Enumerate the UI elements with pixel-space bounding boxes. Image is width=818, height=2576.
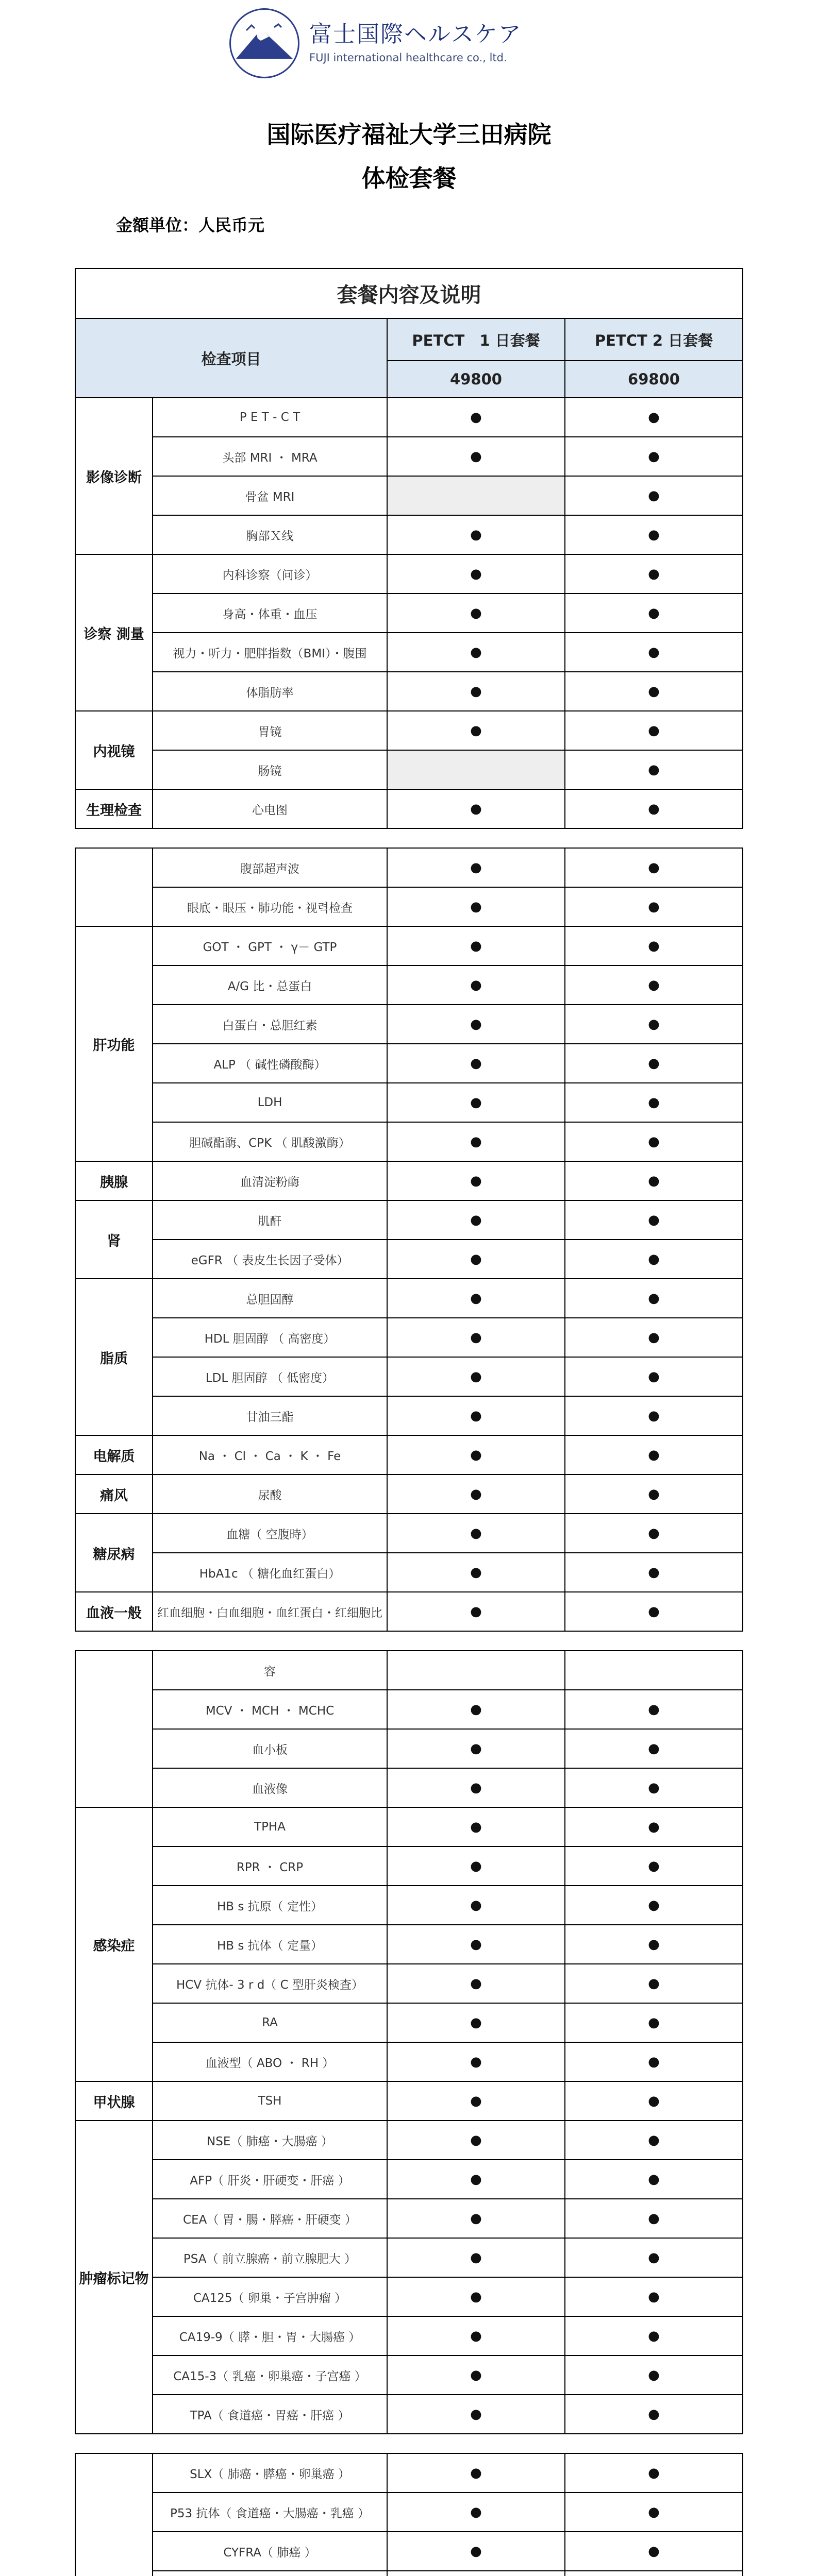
package-1-included-cell: ● — [387, 1240, 565, 1279]
exam-item-cell: TPHA — [153, 1807, 387, 1846]
category-cell: 肝功能 — [75, 926, 153, 1161]
exam-item-cell: GOT ・ GPT ・ γ－ GTP — [153, 926, 387, 965]
table-row — [75, 2003, 743, 2042]
exam-item-cell: 甘油三酯 — [153, 1396, 387, 1435]
package-2-name: PETCT 2 日套餐 — [565, 318, 743, 361]
table-row — [75, 2277, 743, 2316]
exam-item-cell: 白蛋白・总胆红素 — [153, 1005, 387, 1044]
package-2-included-cell: ● — [565, 1044, 743, 1083]
table-row — [75, 476, 743, 515]
package-2-price: 69800 — [565, 361, 743, 398]
table-row — [75, 2160, 743, 2199]
exam-item-cell: P E T - C T — [153, 398, 387, 437]
package-1-included-cell: ● — [387, 1357, 565, 1396]
package-2-included-cell: ● — [565, 1925, 743, 1964]
exam-item-cell: 眼底・眼压・肺功能・视력检查 — [153, 887, 387, 926]
table-row — [75, 789, 743, 828]
package-2-included-cell: ● — [565, 1475, 743, 1514]
package-1-included-cell: ● — [387, 1886, 565, 1925]
table-row — [75, 711, 743, 750]
section-gap — [75, 1631, 743, 1651]
table-row — [75, 965, 743, 1005]
package-2-included-cell: ● — [565, 2493, 743, 2532]
package-1-included-cell: ● — [387, 1318, 565, 1357]
table-title: 套餐内容及说明 — [75, 268, 743, 318]
exam-item-cell: NSE（ 肺癌・大腸癌 ） — [153, 2121, 387, 2160]
package-1-included-cell: ● — [387, 594, 565, 633]
package-table — [75, 268, 743, 2576]
category-cell — [75, 1651, 153, 1807]
package-2-included-cell: ● — [565, 1886, 743, 1925]
exam-item-cell: P53 抗体（ 食道癌・大腸癌・乳癌 ） — [153, 2493, 387, 2532]
exam-item-cell: ALP （ 碱性磷酸酶） — [153, 1044, 387, 1083]
exam-item-cell: CA19-9（ 膵・胆・胃・大腸癌 ） — [153, 2316, 387, 2355]
section-gap — [75, 828, 743, 848]
exam-item-cell: HCV 抗体- 3 r d（ C 型肝炎検査） — [153, 1964, 387, 2003]
category-cell: 诊察 測量 — [75, 554, 153, 711]
exam-item-cell: MCV ・ MCH ・ MCHC — [153, 1690, 387, 1729]
table-row — [75, 1005, 743, 1044]
category-cell: 感染症 — [75, 1807, 153, 2081]
package-2-included-cell: ● — [565, 2238, 743, 2277]
package-1-included-cell: ● — [387, 2003, 565, 2042]
exam-item-cell: eGFR （ 表皮生长因子受体） — [153, 1240, 387, 1279]
exam-item-cell: LDH — [153, 1083, 387, 1122]
package-1-included-cell: ● — [387, 1768, 565, 1807]
category-cell: 痛风 — [75, 1475, 153, 1514]
package-2-included-cell: ● — [565, 672, 743, 711]
package-2-included-cell: ● — [565, 2355, 743, 2395]
package-1-included-cell: ● — [387, 398, 565, 437]
package-2-included-cell: ● — [565, 2453, 743, 2493]
package-1-included-cell: ● — [387, 672, 565, 711]
table-row — [75, 1083, 743, 1122]
table-row — [75, 2042, 743, 2081]
exam-item-cell: SLX（ 肺癌・膵癌・卵巢癌 ） — [153, 2453, 387, 2493]
table-row — [75, 2493, 743, 2532]
exam-item-cell: 视力・听力・肥胖指数（BMI）・腹围 — [153, 633, 387, 672]
package-2-included-cell: ● — [565, 1846, 743, 1886]
package-1-included-cell: ● — [387, 1964, 565, 2003]
category-cell: 肿瘤标记物 — [75, 2121, 153, 2434]
package-1-included-cell: ● — [387, 2532, 565, 2571]
package-2-included-cell: ● — [565, 1807, 743, 1846]
category-cell: 血液一般 — [75, 1592, 153, 1631]
package-2-included-cell: ● — [565, 848, 743, 887]
exam-item-cell: A/G 比・总蛋白 — [153, 965, 387, 1005]
table-row — [75, 1729, 743, 1768]
table-row — [75, 398, 743, 437]
table-row — [75, 1279, 743, 1318]
table-row — [75, 750, 743, 789]
table-row — [75, 2121, 743, 2160]
package-1-included-cell: ● — [387, 1161, 565, 1200]
package-2-included-cell: ● — [565, 926, 743, 965]
table-row — [75, 1807, 743, 1846]
package-1-price: 49800 — [387, 361, 565, 398]
package-1-included-cell: ● — [387, 437, 565, 476]
category-cell: 影像诊断 — [75, 398, 153, 554]
package-1-included-cell: ● — [387, 887, 565, 926]
table-row — [75, 1651, 743, 1690]
category-cell: 电解质 — [75, 1435, 153, 1475]
category-cell: 脂质 — [75, 1279, 153, 1435]
category-cell: 肾 — [75, 1200, 153, 1279]
package-2-included-cell: ● — [565, 1514, 743, 1553]
table-row — [75, 1964, 743, 2003]
exam-item-cell: RA — [153, 2003, 387, 2042]
gap-cell — [75, 2434, 743, 2453]
package-2-included-cell: ● — [565, 633, 743, 672]
package-2-included-cell: ● — [565, 2081, 743, 2121]
table-row — [75, 633, 743, 672]
table-row — [75, 1846, 743, 1886]
package-2-included-cell: ● — [565, 887, 743, 926]
package-1-included-cell: ● — [387, 2121, 565, 2160]
table-row — [75, 1318, 743, 1357]
exam-item-cell: 胃镜 — [153, 711, 387, 750]
package-2-included-cell: ● — [565, 2395, 743, 2434]
exam-item-cell: PSA（ 前立腺癌・前立腺肥大 ） — [153, 2238, 387, 2277]
package-1-included-cell: ● — [387, 633, 565, 672]
table-row — [75, 2199, 743, 2238]
package-2-included-cell: ● — [565, 750, 743, 789]
package-1-included-cell: ● — [387, 1690, 565, 1729]
exam-item-cell: 胆碱酯酶、CPK （ 肌酸激酶） — [153, 1122, 387, 1161]
exam-item-cell: HB s 抗原（ 定性） — [153, 1886, 387, 1925]
table-row — [75, 2316, 743, 2355]
exam-item-cell: HbA1c （ 糖化血红蛋白） — [153, 1553, 387, 1592]
table-row — [75, 2355, 743, 2395]
exam-item-cell: CEA（ 胃・腸・膵癌・肝硬变 ） — [153, 2199, 387, 2238]
exam-item-cell: 容 — [153, 1651, 387, 1690]
exam-item-cell: 血糖（ 空腹時） — [153, 1514, 387, 1553]
package-1-included-cell: ● — [387, 1005, 565, 1044]
company-name: 富士国際ヘルスケア — [309, 21, 522, 47]
exam-item-cell: 血液像 — [153, 1768, 387, 1807]
company-subtitle: FUJI international healthcare co., ltd. — [309, 52, 507, 64]
table-row — [75, 2081, 743, 2121]
column-header-item: 检查项目 — [75, 318, 387, 398]
package-2-included-cell: ● — [565, 2003, 743, 2042]
table-row — [75, 672, 743, 711]
package-1-included-cell: ● — [387, 2199, 565, 2238]
gap-cell — [75, 1631, 743, 1651]
table-row — [75, 1768, 743, 1807]
package-1-included-cell: ● — [387, 2395, 565, 2434]
category-cell: 糖尿病 — [75, 1514, 153, 1592]
package-1-included-cell: ● — [387, 2453, 565, 2493]
package-2-included-cell: ● — [565, 1279, 743, 1318]
package-2-included-cell: ● — [565, 965, 743, 1005]
package-2-included-cell: ● — [565, 515, 743, 554]
table-row — [75, 1886, 743, 1925]
fuji-mountain-logo-icon — [229, 8, 299, 78]
table-row — [75, 515, 743, 554]
package-1-included-cell — [387, 2571, 565, 2576]
package-2-included-cell: ● — [565, 1592, 743, 1631]
category-cell: 甲状腺 — [75, 2081, 153, 2121]
package-2-included-cell: ● — [565, 711, 743, 750]
table-row — [75, 1240, 743, 1279]
package-2-included-cell: ● — [565, 437, 743, 476]
exam-item-cell: 内科诊察（问诊） — [153, 554, 387, 594]
hospital-title: 国际医疗福祉大学三田病院 — [266, 121, 552, 148]
table-row — [75, 1357, 743, 1396]
page-title: 体检套餐 — [361, 164, 457, 192]
exam-item-cell: 尿酸 — [153, 1475, 387, 1514]
exam-item-cell: 红血细胞・白血细胞・血红蛋白・红细胞比 — [153, 1592, 387, 1631]
table-row — [75, 887, 743, 926]
package-2-included-cell: ● — [565, 1357, 743, 1396]
package-1-included-cell: ● — [387, 1514, 565, 1553]
exam-item-cell: CA15-3（ 乳癌・卵巢癌・子宫癌 ） — [153, 2355, 387, 2395]
package-2-included-cell: ● — [565, 2316, 743, 2355]
package-1-included-cell: ● — [387, 926, 565, 965]
package-2-included-cell: ● — [565, 789, 743, 828]
table-row — [75, 594, 743, 633]
package-1-included-cell: ● — [387, 1279, 565, 1318]
package-1-included-cell: ● — [387, 1925, 565, 1964]
package-2-included-cell: ● — [565, 1964, 743, 2003]
package-2-included-cell: ● — [565, 1083, 743, 1122]
exam-item-cell: 骨盆 MRI — [153, 476, 387, 515]
category-cell — [75, 2453, 153, 2576]
exam-item-cell: TPA（ 食道癌・胃癌・肝癌 ） — [153, 2395, 387, 2434]
package-1-included-cell: ● — [387, 1083, 565, 1122]
exam-item-cell: 体脂肪率 — [153, 672, 387, 711]
table-row — [75, 1592, 743, 1631]
package-1-included-cell: ● — [387, 1846, 565, 1886]
table-row — [75, 1514, 743, 1553]
table-row — [75, 1122, 743, 1161]
package-2-included-cell: ● — [565, 1005, 743, 1044]
package-1-included-cell: ● — [387, 965, 565, 1005]
table-row — [75, 2395, 743, 2434]
table-row — [75, 1925, 743, 1964]
package-1-included-cell: ● — [387, 2277, 565, 2316]
package-1-included-cell: ● — [387, 515, 565, 554]
package-1-included-cell: ● — [387, 1807, 565, 1846]
exam-item-cell: 头部 MRI ・ MRA — [153, 437, 387, 476]
package-1-included-cell — [387, 476, 565, 515]
package-1-included-cell: ● — [387, 789, 565, 828]
exam-item-cell: 心电图 — [153, 789, 387, 828]
package-2-included-cell: ● — [565, 554, 743, 594]
exam-item-cell: HB s 抗体（ 定量） — [153, 1925, 387, 1964]
category-cell — [75, 848, 153, 926]
package-1-included-cell: ● — [387, 711, 565, 750]
package-1-included-cell — [387, 1651, 565, 1690]
package-2-included-cell: ● — [565, 1690, 743, 1729]
table-row — [75, 1044, 743, 1083]
table-row — [75, 554, 743, 594]
package-1-included-cell: ● — [387, 1200, 565, 1240]
table-row — [75, 1396, 743, 1435]
exam-item-cell: 肠镜 — [153, 750, 387, 789]
exam-item-cell: 腹部超声波 — [153, 848, 387, 887]
exam-item-cell: 血清淀粉酶 — [153, 1161, 387, 1200]
package-2-included-cell: ● — [565, 1240, 743, 1279]
package-2-included-cell: ● — [565, 2199, 743, 2238]
exam-item-cell: 胸部Ｘ线 — [153, 515, 387, 554]
exam-item-cell: HDL 胆固醇 （ 高密度） — [153, 1318, 387, 1357]
table-row — [75, 2571, 743, 2576]
table-row — [75, 926, 743, 965]
exam-item-cell: CA125（ 卵巢・子宫肿瘤 ） — [153, 2277, 387, 2316]
exam-item-cell: Na ・ Cl ・ Ca ・ K ・ Fe — [153, 1435, 387, 1475]
package-2-included-cell: ● — [565, 398, 743, 437]
package-1-included-cell: ● — [387, 1729, 565, 1768]
table-row — [75, 2453, 743, 2493]
package-2-included-cell: ● — [565, 2121, 743, 2160]
exam-item-cell — [153, 2571, 387, 2576]
package-1-included-cell: ● — [387, 554, 565, 594]
package-2-included-cell — [565, 1651, 743, 1690]
exam-item-cell: 肌酐 — [153, 1200, 387, 1240]
table-row — [75, 1553, 743, 1592]
package-1-included-cell: ● — [387, 2316, 565, 2355]
package-2-included-cell: ● — [565, 2042, 743, 2081]
package-1-included-cell: ● — [387, 2081, 565, 2121]
exam-item-cell: CYFRA（ 肺癌 ） — [153, 2532, 387, 2571]
table-row — [75, 1161, 743, 1200]
package-2-included-cell: ● — [565, 476, 743, 515]
package-2-included-cell: ● — [565, 1435, 743, 1475]
section-gap — [75, 2434, 743, 2453]
package-1-included-cell: ● — [387, 1435, 565, 1475]
package-1-included-cell: ● — [387, 1044, 565, 1083]
package-2-included-cell: ● — [565, 2160, 743, 2199]
exam-item-cell: 血小板 — [153, 1729, 387, 1768]
exam-item-cell: LDL 胆固醇 （ 低密度） — [153, 1357, 387, 1396]
currency-note: 金額単位：人民币元 — [116, 215, 265, 235]
exam-item-cell: AFP（ 肝炎・肝硬变・肝癌 ） — [153, 2160, 387, 2199]
table-row — [75, 437, 743, 476]
table-row — [75, 2238, 743, 2277]
package-2-included-cell: ● — [565, 1396, 743, 1435]
category-cell: 内视镜 — [75, 711, 153, 789]
package-1-included-cell — [387, 750, 565, 789]
package-1-included-cell: ● — [387, 2042, 565, 2081]
package-1-included-cell: ● — [387, 1475, 565, 1514]
package-1-name: PETCT 1 日套餐 — [387, 318, 565, 361]
package-1-included-cell: ● — [387, 2355, 565, 2395]
table-row — [75, 1475, 743, 1514]
table-row — [75, 1200, 743, 1240]
package-2-included-cell: ● — [565, 594, 743, 633]
exam-item-cell: 身高・体重・血压 — [153, 594, 387, 633]
category-cell: 生理检查 — [75, 789, 153, 828]
package-1-included-cell: ● — [387, 848, 565, 887]
package-2-included-cell: ● — [565, 1161, 743, 1200]
package-1-included-cell: ● — [387, 2238, 565, 2277]
table-row — [75, 2532, 743, 2571]
category-cell: 胰腺 — [75, 1161, 153, 1200]
package-2-included-cell: ● — [565, 2532, 743, 2571]
table-row — [75, 1690, 743, 1729]
package-2-included-cell: ● — [565, 1553, 743, 1592]
package-1-included-cell: ● — [387, 1592, 565, 1631]
exam-item-cell: 血液型（ ABO ・ RH ） — [153, 2042, 387, 2081]
package-2-included-cell: ● — [565, 1200, 743, 1240]
package-1-included-cell: ● — [387, 1122, 565, 1161]
exam-item-cell: TSH — [153, 2081, 387, 2121]
package-1-included-cell: ● — [387, 1553, 565, 1592]
package-1-included-cell: ● — [387, 2493, 565, 2532]
package-2-included-cell — [565, 2571, 743, 2576]
package-2-included-cell: ● — [565, 1729, 743, 1768]
exam-item-cell: 总胆固醇 — [153, 1279, 387, 1318]
exam-item-cell: RPR ・ CRP — [153, 1846, 387, 1886]
package-1-included-cell: ● — [387, 1396, 565, 1435]
gap-cell — [75, 828, 743, 848]
package-2-included-cell: ● — [565, 1768, 743, 1807]
package-2-included-cell: ● — [565, 1122, 743, 1161]
package-1-included-cell: ● — [387, 2160, 565, 2199]
table-row — [75, 1435, 743, 1475]
package-2-included-cell: ● — [565, 1318, 743, 1357]
table-row — [75, 848, 743, 887]
package-2-included-cell: ● — [565, 2277, 743, 2316]
